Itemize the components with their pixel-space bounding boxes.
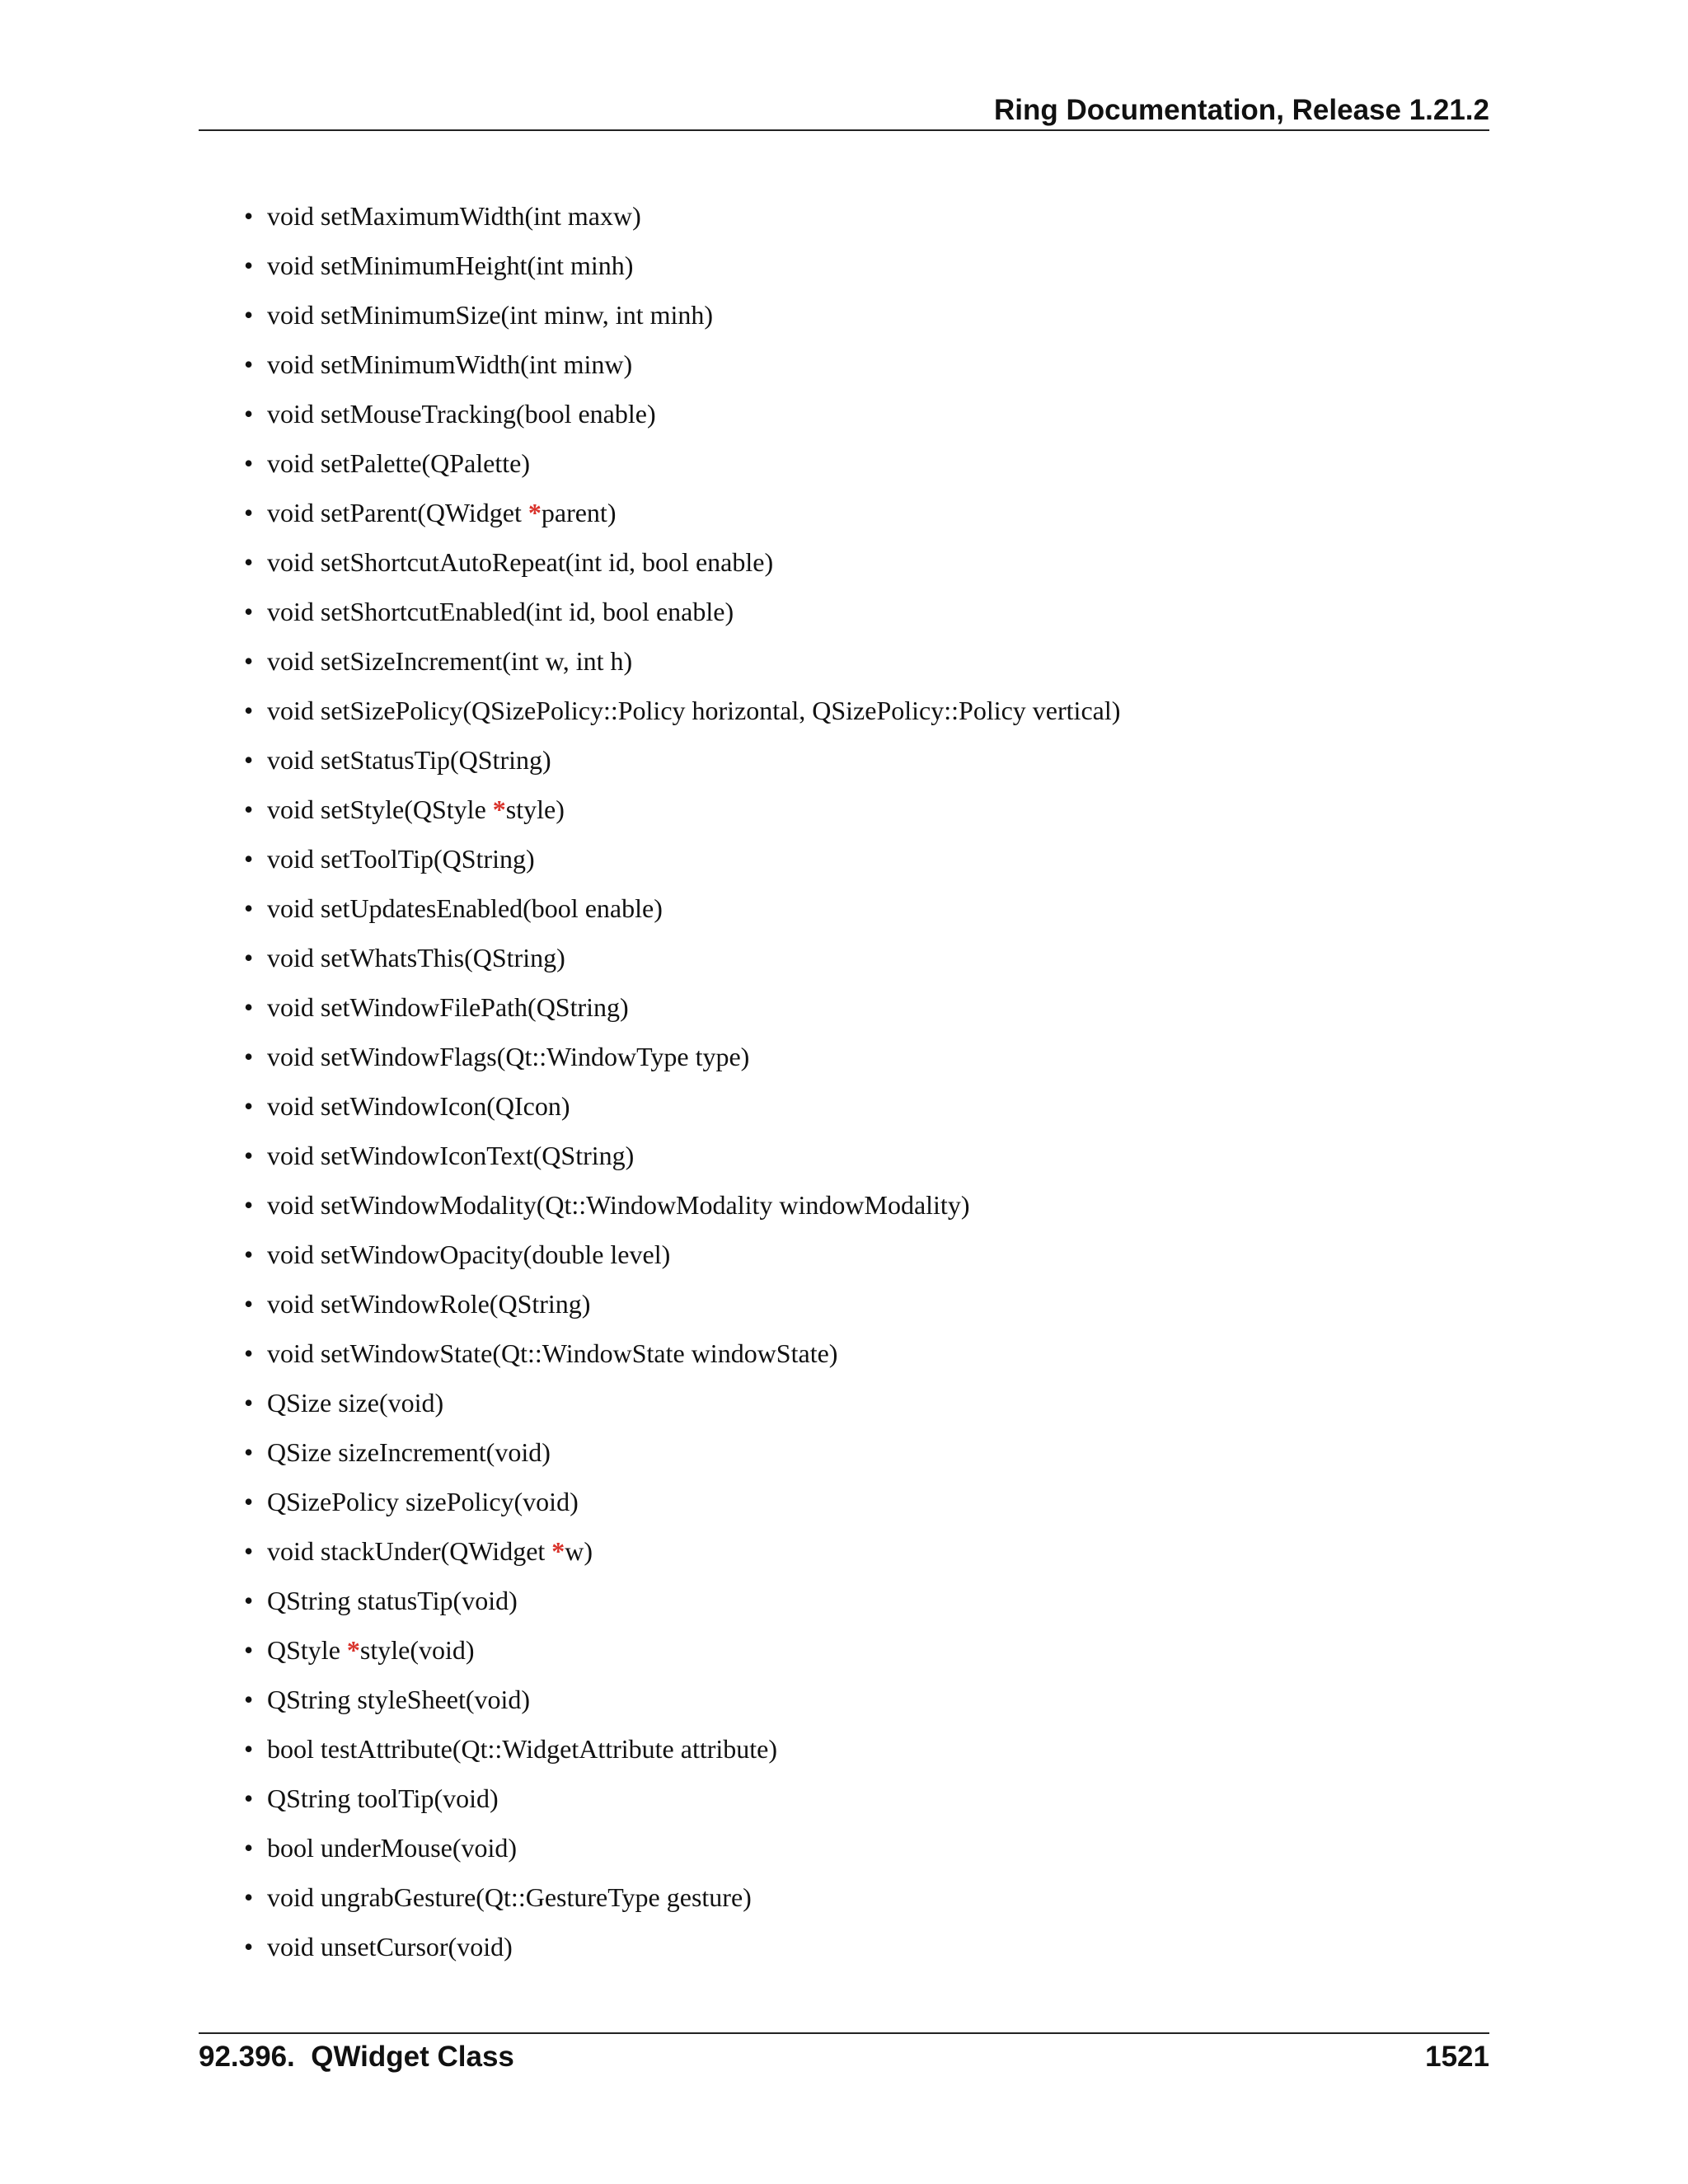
list-item [198, 196, 1120, 246]
bullet-icon: • [244, 349, 254, 379]
method-signature-text: void setWindowRole(QString) [267, 1289, 591, 1319]
footer-divider [199, 2032, 1489, 2034]
bullet-icon: • [244, 1487, 254, 1516]
bullet-icon: • [244, 1536, 254, 1566]
list-item [198, 740, 1120, 790]
bullet-icon: • [244, 498, 254, 527]
list-item [198, 1482, 1120, 1531]
bullet-icon: • [244, 1882, 254, 1912]
list-item [198, 1333, 1120, 1383]
method-signature-text: void setMinimumHeight(int minh) [267, 251, 634, 280]
list-item [198, 691, 1120, 740]
bullet-icon: • [244, 1586, 254, 1615]
method-signature-text: void setWindowIconText(QString) [267, 1141, 635, 1170]
bullet-icon: • [244, 448, 254, 478]
bullet-icon: • [244, 1240, 254, 1269]
bullet-icon: • [244, 399, 254, 429]
list-item [198, 1383, 1120, 1432]
method-signature-text: void setWindowState(Qt::WindowState windowState) [267, 1338, 838, 1368]
method-signature-text: void setStyle(QStyle [267, 794, 493, 824]
method-signature-text: void setWindowFilePath(QString) [267, 992, 629, 1022]
method-signature-text: parent) [541, 498, 617, 527]
list-item [198, 344, 1120, 394]
bullet-icon: • [244, 1685, 254, 1714]
method-signature-text: void setWhatsThis(QString) [267, 943, 565, 972]
method-signature-text: void setStatusTip(QString) [267, 745, 551, 775]
list-item [198, 1729, 1120, 1779]
method-signature-text: void setParent(QWidget [267, 498, 528, 527]
bullet-icon: • [244, 794, 254, 824]
method-signature-text: void setShortcutAutoRepeat(int id, bool enable) [267, 547, 774, 577]
method-signature-text: QString styleSheet(void) [267, 1685, 531, 1714]
list-item [198, 641, 1120, 691]
pointer-star: * [346, 1635, 360, 1665]
method-signature-text: void ungrabGesture(Qt::GestureType gesture) [267, 1882, 752, 1912]
list-item [198, 1432, 1120, 1482]
method-signature-text: void setWindowModality(Qt::WindowModality windowModality) [267, 1190, 970, 1220]
bullet-icon: • [244, 992, 254, 1022]
list-item [198, 839, 1120, 888]
method-signature-text: void setWindowFlags(Qt::WindowType type) [267, 1042, 750, 1071]
method-signature-text: void setMinimumWidth(int minw) [267, 349, 633, 379]
header-divider [199, 129, 1489, 131]
bullet-icon: • [244, 745, 254, 775]
bullet-icon: • [244, 1289, 254, 1319]
bullet-icon: • [244, 1388, 254, 1418]
bullet-icon: • [244, 1437, 254, 1467]
method-list [198, 196, 1120, 1976]
method-signature-text: QSize size(void) [267, 1388, 444, 1418]
bullet-icon: • [244, 1042, 254, 1071]
list-item [198, 1136, 1120, 1185]
list-item [198, 493, 1120, 542]
method-signature-text: bool testAttribute(Qt::WidgetAttribute attribute) [267, 1734, 778, 1764]
bullet-icon: • [244, 1734, 254, 1764]
method-signature-text: void setWindowIcon(QIcon) [267, 1091, 570, 1121]
list-item [198, 987, 1120, 1037]
method-signature-text: void setPalette(QPalette) [267, 448, 531, 478]
footer-section-title: 92.396. QWidget Class [199, 2041, 514, 2073]
bullet-icon: • [244, 844, 254, 874]
bullet-icon: • [244, 300, 254, 330]
method-signature-text: QString statusTip(void) [267, 1586, 518, 1615]
bullet-icon: • [244, 201, 254, 231]
page-header-title: Ring Documentation, Release 1.21.2 [993, 94, 1489, 126]
list-item [198, 1927, 1120, 1976]
list-item [198, 1284, 1120, 1333]
list-item [198, 1086, 1120, 1136]
list-item [198, 1185, 1120, 1235]
list-item [198, 246, 1120, 295]
method-signature-text: void setSizePolicy(QSizePolicy::Policy horizontal, QSizePolicy::Policy vertical) [267, 696, 1121, 725]
bullet-icon: • [244, 1833, 254, 1863]
bullet-icon: • [244, 1338, 254, 1368]
method-signature-text: void stackUnder(QWidget [267, 1536, 552, 1566]
bullet-icon: • [244, 547, 254, 577]
method-signature-text: void setMaximumWidth(int maxw) [267, 201, 641, 231]
method-signature-text: void setMouseTracking(bool enable) [267, 399, 656, 429]
list-item [198, 1630, 1120, 1680]
bullet-icon: • [244, 1190, 254, 1220]
bullet-icon: • [244, 1091, 254, 1121]
bullet-icon: • [244, 1635, 254, 1665]
list-item [198, 542, 1120, 592]
method-signature-text: QSizePolicy sizePolicy(void) [267, 1487, 579, 1516]
bullet-icon: • [244, 1932, 254, 1961]
bullet-icon: • [244, 251, 254, 280]
list-item [198, 938, 1120, 987]
list-item [198, 1680, 1120, 1729]
list-item [198, 888, 1120, 938]
method-signature-text: style(void) [359, 1635, 475, 1665]
list-item [198, 1828, 1120, 1877]
method-signature-text: void unsetCursor(void) [267, 1932, 513, 1961]
method-signature-text: bool underMouse(void) [267, 1833, 518, 1863]
page-number: 1521 [1425, 2041, 1489, 2073]
list-item [198, 1581, 1120, 1630]
bullet-icon: • [244, 646, 254, 676]
method-signature-text: void setSizeIncrement(int w, int h) [267, 646, 633, 676]
bullet-icon: • [244, 696, 254, 725]
list-item [198, 1779, 1120, 1828]
method-signature-text: QString toolTip(void) [267, 1783, 499, 1813]
bullet-icon: • [244, 1141, 254, 1170]
bullet-icon: • [244, 893, 254, 923]
method-signature-text: w) [565, 1536, 593, 1566]
list-item [198, 592, 1120, 641]
method-signature-text: QStyle [267, 1635, 347, 1665]
method-signature-text: void setToolTip(QString) [267, 844, 535, 874]
list-item [198, 1877, 1120, 1927]
method-signature-text: void setWindowOpacity(double level) [267, 1240, 671, 1269]
method-signature-text: void setUpdatesEnabled(bool enable) [267, 893, 663, 923]
method-signature-text: style) [505, 794, 565, 824]
list-item [198, 1531, 1120, 1581]
bullet-icon: • [244, 597, 254, 626]
method-signature-text: void setMinimumSize(int minw, int minh) [267, 300, 714, 330]
pointer-star: * [528, 498, 542, 527]
list-item [198, 1037, 1120, 1086]
bullet-icon: • [244, 943, 254, 972]
method-signature-text: void setShortcutEnabled(int id, bool enable) [267, 597, 734, 626]
list-item [198, 790, 1120, 839]
list-item [198, 1235, 1120, 1284]
bullet-icon: • [244, 1783, 254, 1813]
method-signature-text: QSize sizeIncrement(void) [267, 1437, 551, 1467]
pointer-star: * [551, 1536, 565, 1566]
pointer-star: * [492, 794, 506, 824]
list-item [198, 295, 1120, 344]
list-item [198, 394, 1120, 443]
list-item [198, 443, 1120, 493]
